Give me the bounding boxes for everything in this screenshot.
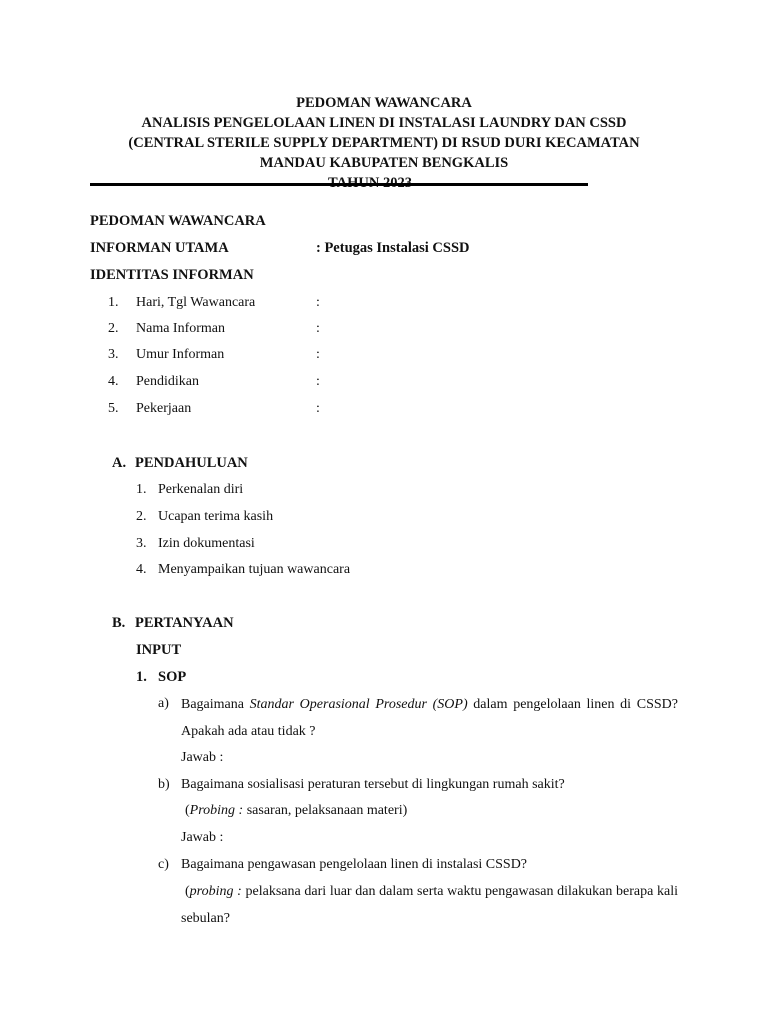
question-c-probing [181, 878, 678, 932]
question-a-italic: Standar Operasional Prosedur (SOP) [249, 697, 468, 712]
identitas-colon: : [316, 374, 320, 389]
list-item-number: 2. [108, 321, 119, 336]
header-rule [90, 183, 588, 186]
question-a-label: a) [158, 696, 169, 711]
identitas-colon: : [316, 401, 320, 416]
identitas-colon: : [316, 321, 320, 336]
list-item: Izin dokumentasi [158, 536, 255, 551]
list-item-number: 5. [108, 401, 119, 416]
probe-label: Probing : [189, 803, 244, 818]
question-b-label: b) [158, 777, 170, 792]
question-a-post: dalam pengelolaan linen di CSSD? Apakah ada atau tidak ? [181, 697, 678, 739]
section-b-title: PERTANYAAN [135, 615, 234, 631]
section-a-letter: A. [112, 455, 127, 471]
list-item: Menyampaikan tujuan wawancara [158, 562, 351, 577]
identitas-colon: : [316, 295, 320, 310]
list-item-number: 2. [136, 509, 147, 524]
question-c-label: c) [158, 857, 169, 872]
question-b-probing [185, 803, 407, 819]
identitas-label: Hari, Tgl Wawancara [136, 295, 256, 310]
question-b-text: Bagaimana sosialisasi peraturan tersebut di lingkungan rumah sakit? [181, 777, 565, 792]
doc-subtitle-line-1: ANALISIS PENGELOLAAN LINEN DI INSTALASI LAUNDRY DAN CSSD [141, 115, 627, 131]
section-a-title: PENDAHULUAN [135, 455, 248, 471]
probe-open: ( [185, 884, 190, 899]
list-item-number: 4. [108, 374, 119, 389]
list-item-number: 3. [108, 347, 119, 362]
identitas-heading: IDENTITAS INFORMAN [90, 267, 254, 283]
doc-title: PEDOMAN WAWANCARA [296, 95, 472, 111]
list-item-number: 4. [136, 562, 147, 577]
question-a-pre: Bagaimana [181, 697, 250, 712]
identitas-colon: : [316, 347, 320, 362]
list-item-number: 1. [136, 482, 147, 497]
answer-label-a: Jawab : [181, 750, 224, 765]
probe-text: sasaran, pelaksanaan materi) [243, 803, 408, 818]
list-item-number: 3. [136, 536, 147, 551]
informan-value: : Petugas Instalasi CSSD [316, 240, 470, 256]
identitas-label: Pendidikan [136, 374, 199, 389]
probe-text: pelaksana dari luar dan dalam serta waktu pengawasan dilakukan berapa kali sebulan? [181, 884, 678, 926]
sop-number: 1. [136, 669, 147, 685]
doc-subtitle-line-2: (CENTRAL STERILE SUPPLY DEPARTMENT) DI RSUD DURI KECAMATAN [128, 135, 640, 151]
informan-label: INFORMAN UTAMA [90, 240, 229, 256]
identitas-label: Pekerjaan [136, 401, 192, 416]
section-b-letter: B. [112, 615, 126, 631]
identitas-label: Umur Informan [136, 347, 225, 362]
sop-title: SOP [158, 669, 187, 685]
input-subheading: INPUT [136, 642, 182, 658]
question-a-text [181, 691, 678, 745]
list-item: Perkenalan diri [158, 482, 244, 497]
list-item-number: 1. [108, 295, 119, 310]
question-c-text: Bagaimana pengawasan pengelolaan linen di instalasi CSSD? [181, 857, 528, 872]
probe-open: ( [185, 803, 190, 818]
pedoman-heading: PEDOMAN WAWANCARA [90, 213, 266, 229]
probe-label: probing : [189, 884, 242, 899]
doc-subtitle-line-3: MANDAU KABUPATEN BENGKALIS [259, 155, 509, 171]
identitas-label: Nama Informan [136, 321, 226, 336]
answer-label-b: Jawab : [181, 830, 224, 845]
list-item: Ucapan terima kasih [158, 509, 274, 524]
